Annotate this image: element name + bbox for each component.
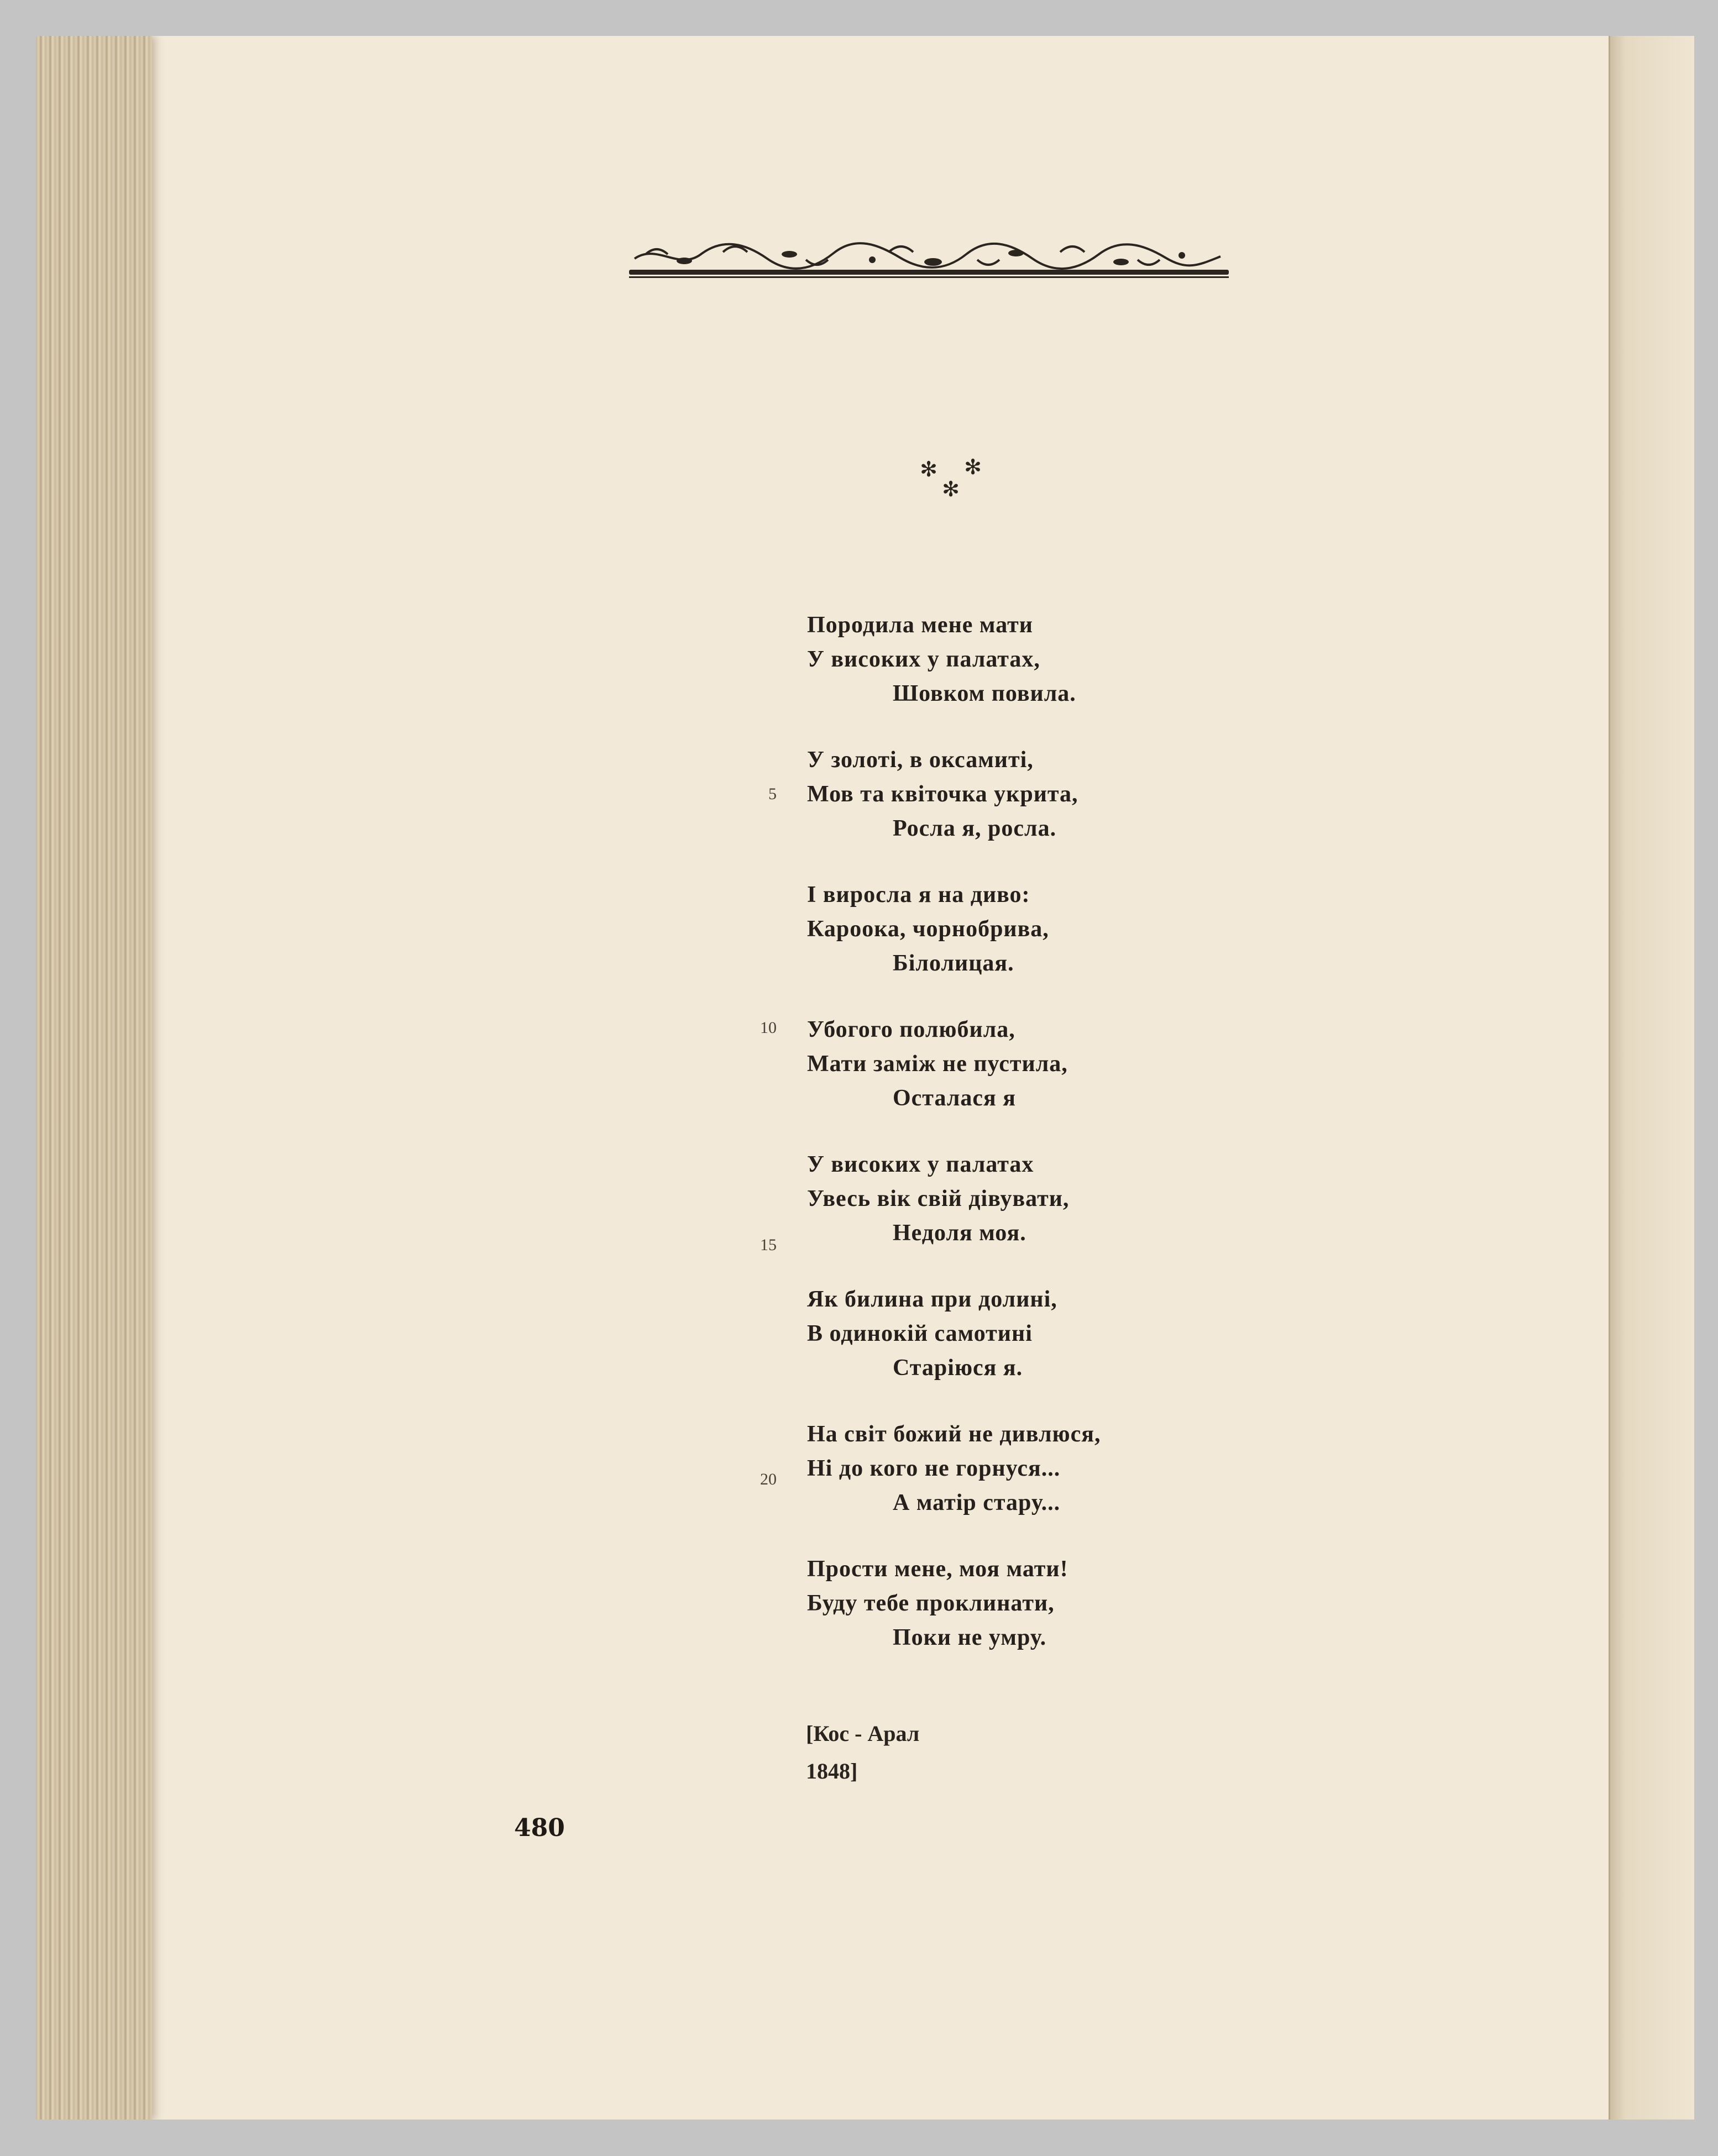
poem-line: Мати заміж не пустила,	[807, 1051, 1068, 1077]
poem-line: У золоті, в оксамиті,	[807, 747, 1034, 773]
poem-line: Як билина при долині,	[807, 1287, 1057, 1312]
poem-line: Кароока, чорнобрива,	[807, 916, 1049, 942]
stanza	[807, 1013, 1101, 1115]
poem-line: Білолицая.	[893, 951, 1014, 976]
poem-line: І виросла я на диво:	[807, 882, 1030, 907]
poem-line: Шовком повила.	[893, 681, 1076, 706]
date-place: [Кос - Арал	[806, 1721, 920, 1746]
date-year: 1848]	[806, 1759, 858, 1783]
stanza	[807, 743, 1101, 846]
poem-line: Недоля моя.	[893, 1220, 1026, 1246]
svg-text:✻: ✻	[964, 455, 982, 479]
decorative-ornament-band	[624, 238, 1232, 282]
svg-text:✻: ✻	[920, 457, 937, 481]
date-place-note	[806, 1715, 919, 1790]
poem-body	[807, 608, 1101, 1687]
stanza	[807, 1147, 1101, 1250]
poem-line: В одинокій самотині	[807, 1321, 1033, 1346]
poem-line: Породила мене мати	[807, 612, 1033, 638]
poem-line: Убогого полюбила,	[807, 1017, 1015, 1042]
line-number: 10	[760, 1019, 777, 1037]
poem-line: Мов та квіточка укрита,	[807, 781, 1078, 807]
line-number: 15	[760, 1236, 777, 1254]
stanza	[807, 1417, 1101, 1520]
poem-line: А матір стару...	[893, 1490, 1061, 1515]
stanza	[807, 608, 1101, 711]
poem-line: Осталася я	[893, 1085, 1016, 1111]
asterism-divider	[918, 453, 984, 508]
stanza	[807, 1552, 1101, 1655]
poem-line: Прости мене, моя мати!	[807, 1556, 1068, 1582]
stanza	[807, 878, 1101, 980]
poem-line: Росла я, росла.	[893, 816, 1057, 841]
poem-line: У високих у палатах,	[807, 647, 1040, 672]
poem-line: У високих у палатах	[807, 1152, 1034, 1177]
svg-text:✻: ✻	[942, 477, 960, 501]
poem-line: Увесь вік свій дівувати,	[807, 1186, 1070, 1211]
stanza	[807, 1282, 1101, 1385]
poem-line: На світ божий не дивлюся,	[807, 1421, 1101, 1447]
page-number: 480	[514, 1814, 565, 1842]
poem-line: Ні до кого не горнуся...	[807, 1456, 1061, 1481]
poem-line: Поки не умру.	[893, 1625, 1047, 1650]
stacked-page-edges	[36, 36, 152, 2120]
facing-page-gutter	[1609, 36, 1694, 2120]
line-number: 20	[760, 1470, 777, 1488]
line-number: 5	[768, 785, 777, 803]
poem-line: Буду тебе проклинати,	[807, 1591, 1055, 1616]
poem-line: Старіюся я.	[893, 1355, 1023, 1381]
